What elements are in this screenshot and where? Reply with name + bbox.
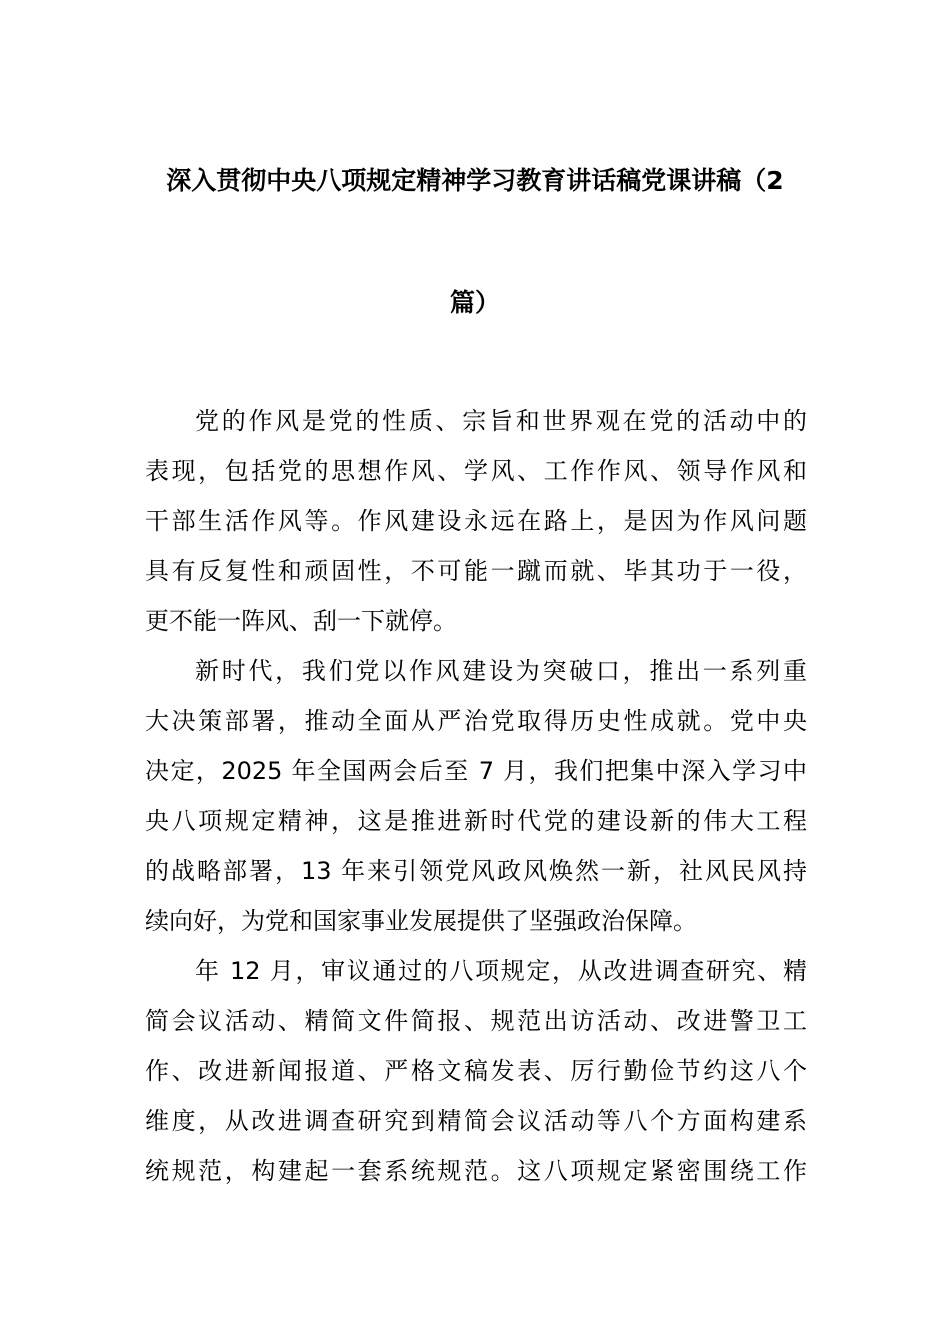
- body-line: 具有反复性和顽固性，不可能一蹴而就、毕其功于一役，: [145, 557, 807, 585]
- body-line: 表现，包括党的思想作风、学风、工作作风、领导作风和: [145, 457, 807, 485]
- body-line: 简会议活动、精简文件简报、规范出访活动、改进警卫工: [145, 1007, 807, 1035]
- body-line: 更不能一阵风、刮一下就停。: [145, 607, 457, 635]
- body-line: 年 12 月，审议通过的八项规定，从改进调查研究、精: [195, 957, 807, 985]
- document-title-line-2: 篇）: [449, 288, 500, 317]
- document-title-line-1: 深入贯彻中央八项规定精神学习教育讲话稿党课讲稿（2: [166, 166, 784, 195]
- body-line: 的战略部署，13 年来引领党风政风焕然一新，社风民风持: [145, 857, 807, 885]
- body-line: 统规范，构建起一套系统规范。这八项规定紧密围绕工作: [145, 1157, 807, 1185]
- body-line: 大决策部署，推动全面从严治党取得历史性成就。党中央: [145, 707, 807, 735]
- body-line: 作、改进新闻报道、严格文稿发表、厉行勤俭节约这八个: [145, 1057, 807, 1085]
- body-line: 干部生活作风等。作风建设永远在路上，是因为作风问题: [145, 507, 807, 535]
- body-line: 决定，2025 年全国两会后至 7 月，我们把集中深入学习中: [145, 757, 807, 785]
- document-body: [145, 401, 807, 1201]
- body-line: 央八项规定精神，这是推进新时代党的建设新的伟大工程: [145, 807, 807, 835]
- body-line: 新时代，我们党以作风建设为突破口，推出一系列重: [195, 657, 807, 685]
- body-line: 维度，从改进调查研究到精简会议活动等八个方面构建系: [145, 1107, 807, 1135]
- body-line: 党的作风是党的性质、宗旨和世界观在党的活动中的: [195, 407, 807, 435]
- body-line: 续向好，为党和国家事业发展提供了坚强政治保障。: [145, 907, 697, 935]
